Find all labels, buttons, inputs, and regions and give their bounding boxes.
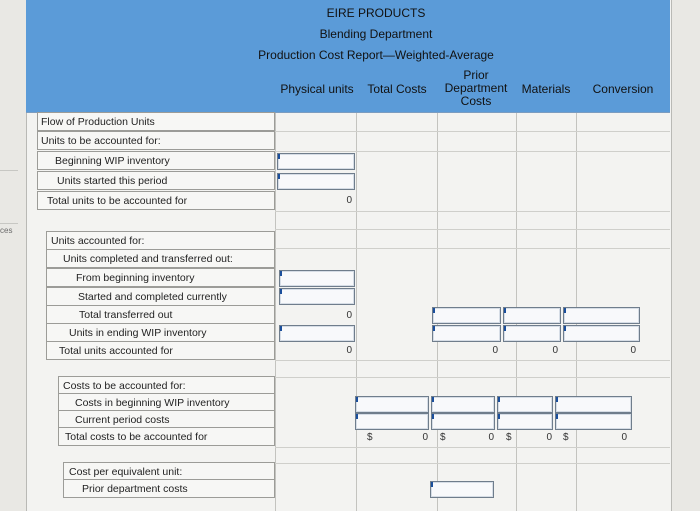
grid-row-line bbox=[275, 151, 670, 152]
current-period-costs-label: Current period costs bbox=[58, 410, 275, 429]
report-title: Production Cost Report—Weighted-Average bbox=[258, 48, 494, 62]
grid-row-line bbox=[275, 211, 670, 212]
total-units-prior-dept: 0 bbox=[492, 345, 498, 356]
units-started-label: Units started this period bbox=[37, 171, 275, 190]
current-period-materials-input[interactable] bbox=[497, 413, 553, 430]
units-completed-label: Units completed and transferred out: bbox=[46, 249, 275, 268]
department-name: Blending Department bbox=[319, 27, 433, 41]
cost-per-unit-prior-dept-input[interactable] bbox=[430, 481, 494, 498]
total-conversion-currency: $ bbox=[563, 432, 569, 443]
report-header bbox=[26, 0, 670, 113]
grid-row-line bbox=[275, 229, 670, 230]
grid-row-line bbox=[275, 131, 670, 132]
col-prior-dept-costs: Prior Department Costs bbox=[444, 68, 508, 108]
current-period-conversion-input[interactable] bbox=[555, 413, 632, 430]
costs-heading: Costs to be accounted for: bbox=[58, 376, 275, 395]
grid-row-line bbox=[275, 377, 670, 378]
beginning-wip-materials-input[interactable] bbox=[497, 396, 553, 413]
flow-heading: Flow of Production Units bbox=[37, 112, 275, 131]
total-costs-value: 0 bbox=[422, 432, 428, 443]
transferred-out-prior-dept-input[interactable] bbox=[432, 307, 501, 324]
beginning-wip-prior-dept-input[interactable] bbox=[431, 396, 495, 413]
ending-wip-conversion-input[interactable] bbox=[563, 325, 640, 342]
transferred-out-conversion-input[interactable] bbox=[563, 307, 640, 324]
units-started-input[interactable] bbox=[277, 173, 355, 190]
grid-row-line bbox=[275, 360, 670, 361]
total-prior-dept-currency: $ bbox=[440, 432, 446, 443]
total-costs-currency: $ bbox=[367, 432, 373, 443]
grid-row-line bbox=[275, 248, 670, 249]
company-name: EIRE PRODUCTS bbox=[326, 6, 426, 20]
current-period-total-costs-input[interactable] bbox=[355, 413, 429, 430]
total-costs-to-account-label: Total costs to be accounted for bbox=[58, 427, 275, 446]
total-units-to-account-value: 0 bbox=[346, 195, 352, 206]
from-beginning-inventory-label: From beginning inventory bbox=[46, 268, 275, 287]
ending-wip-prior-dept-input[interactable] bbox=[432, 325, 501, 342]
total-units-accounted-physical: 0 bbox=[346, 345, 352, 356]
ending-wip-units-label: Units in ending WIP inventory bbox=[46, 323, 275, 342]
from-beginning-inventory-input[interactable] bbox=[279, 270, 355, 287]
prior-dept-costs-label: Prior department costs bbox=[63, 479, 275, 498]
current-period-prior-dept-input[interactable] bbox=[431, 413, 495, 430]
total-units-materials: 0 bbox=[552, 345, 558, 356]
started-and-completed-input[interactable] bbox=[279, 288, 355, 305]
units-accounted-heading: Units accounted for: bbox=[46, 231, 275, 250]
background-paper-edge bbox=[0, 170, 18, 224]
beginning-wip-units-input[interactable] bbox=[277, 153, 355, 170]
total-conversion-value: 0 bbox=[621, 432, 627, 443]
col-conversion: Conversion bbox=[592, 82, 654, 96]
beginning-wip-conversion-input[interactable] bbox=[555, 396, 632, 413]
transferred-out-materials-input[interactable] bbox=[503, 307, 561, 324]
beginning-wip-label: Beginning WIP inventory bbox=[37, 151, 275, 170]
col-total-costs: Total Costs bbox=[367, 82, 427, 96]
total-units-conversion: 0 bbox=[630, 345, 636, 356]
total-units-accounted-label: Total units accounted for bbox=[46, 341, 275, 360]
total-prior-dept-value: 0 bbox=[488, 432, 494, 443]
started-and-completed-label: Started and completed currently bbox=[46, 287, 275, 306]
total-transferred-out-label: Total transferred out bbox=[46, 305, 275, 324]
total-transferred-out-value: 0 bbox=[346, 310, 352, 321]
total-materials-value: 0 bbox=[546, 432, 552, 443]
cost-per-unit-heading: Cost per equivalent unit: bbox=[63, 462, 275, 481]
grid-row-line bbox=[275, 447, 670, 448]
units-to-account-label: Units to be accounted for: bbox=[37, 131, 275, 150]
grid-row-line bbox=[275, 463, 670, 464]
col-physical-units: Physical units bbox=[280, 82, 354, 96]
costs-beginning-wip-label: Costs in beginning WIP inventory bbox=[58, 393, 275, 412]
ending-wip-materials-input[interactable] bbox=[503, 325, 561, 342]
ending-wip-units-input[interactable] bbox=[279, 325, 355, 342]
side-note-fragment: ces bbox=[0, 226, 13, 235]
total-units-to-account-label: Total units to be accounted for bbox=[37, 191, 275, 210]
beginning-wip-total-costs-input[interactable] bbox=[355, 396, 429, 413]
col-materials: Materials bbox=[521, 82, 571, 96]
total-materials-currency: $ bbox=[506, 432, 512, 443]
